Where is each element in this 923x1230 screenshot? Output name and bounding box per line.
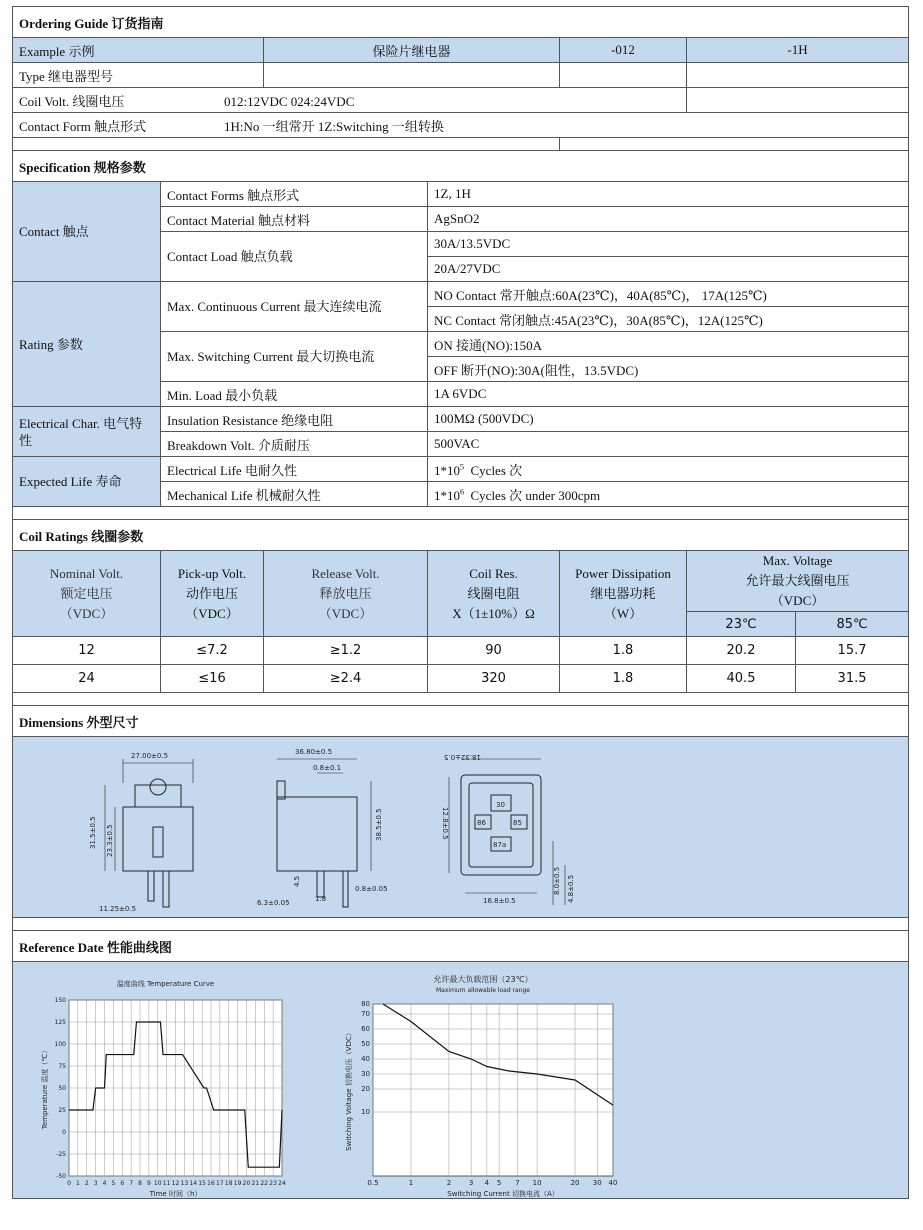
max-switching-on: ON 接通(NO):150A <box>428 332 909 357</box>
x-tick-label: 17 <box>216 1180 224 1187</box>
mechanical-life-label: Mechanical Life 机械耐久性 <box>161 482 428 507</box>
coil-header-nominal: Nominal Volt. 额定电压 （VDC） <box>13 551 161 637</box>
dim-front-body: 23.3±0.5 <box>106 824 114 857</box>
coil-volt-label: Coil Volt. 线圈电压 <box>19 93 125 109</box>
max-continuous-no: NO Contact 常开触点:60A(23℃)，40A(85℃)， 17A(125℃) <box>428 282 909 307</box>
type-label: Type 继电器型号 <box>13 63 264 88</box>
x-tick-label: 15 <box>198 1180 206 1187</box>
gap <box>13 693 909 706</box>
coil-header-max-voltage: Max. Voltage 允许最大线圈电压 （VDC） <box>687 551 909 612</box>
pin-85: 85 <box>513 819 522 827</box>
x-tick-label: 8 <box>138 1180 142 1187</box>
breakdown-label: Breakdown Volt. 介质耐压 <box>161 432 428 457</box>
y-tick-label: 50 <box>58 1085 66 1092</box>
coil-cell: ≥2.4 <box>264 665 428 693</box>
electrical-life-base: 1*10 <box>434 462 460 478</box>
max-continuous-label: Max. Continuous Current 最大连续电流 <box>161 282 428 332</box>
example-label: Example 示例 <box>13 38 264 63</box>
y-tick-label: 150 <box>54 997 66 1004</box>
insulation-label: Insulation Resistance 绝缘电阻 <box>161 407 428 432</box>
coil-cell: 15.7 <box>796 637 909 665</box>
temperature-chart <box>40 979 286 1198</box>
x-tick-label: 2 <box>446 1179 452 1187</box>
contact-load-value2: 20A/27VDC <box>428 257 909 282</box>
coil-cell: 40.5 <box>687 665 796 693</box>
x-tick-label: 2 <box>84 1180 89 1187</box>
electrical-life-label: Electrical Life 电耐久性 <box>161 457 428 482</box>
y-tick-label: -25 <box>56 1151 66 1158</box>
coil-title: Coil Ratings 线圈参数 <box>13 520 909 551</box>
contact-forms-value: 1Z, 1H <box>428 182 909 207</box>
reference-panel <box>13 962 909 1199</box>
y-tick-label: 10 <box>361 1108 370 1116</box>
dim-bottom-r2: 4.8±0.5 <box>567 874 575 903</box>
y-tick-label: 0 <box>62 1129 66 1136</box>
x-tick-label: 1 <box>75 1180 80 1187</box>
chart-title: 允许最大负载范围（23℃） <box>433 975 533 984</box>
contact-group: Contact 触点 <box>13 182 161 282</box>
y-axis-label: Switching Voltage 切换电压（VDC） <box>345 1029 353 1151</box>
y-tick-label: 100 <box>54 1041 66 1048</box>
y-tick-label: 30 <box>361 1070 370 1078</box>
pin-30: 30 <box>496 801 505 809</box>
coil-volt-blank <box>687 88 909 113</box>
y-tick-label: 40 <box>361 1055 370 1063</box>
y-tick-label: -50 <box>56 1173 66 1180</box>
life-group: Expected Life 寿命 <box>13 457 161 507</box>
coil-cell: 12 <box>13 637 161 665</box>
dim-front-height: 31.5±0.5 <box>89 816 97 849</box>
type-blank <box>560 63 687 88</box>
reference-title: Reference Date 性能曲线图 <box>13 931 909 962</box>
gap <box>13 507 909 520</box>
reference-charts <box>13 962 907 1198</box>
x-tick-label: 22 <box>260 1180 269 1187</box>
dim-side-ang: 1.8 <box>315 895 327 903</box>
x-tick-label: 0 <box>67 1180 71 1187</box>
dim-bottom-r1: 8.0±0.5 <box>553 866 561 895</box>
coil-header-85c: 85℃ <box>796 612 909 637</box>
max-switching-off: OFF 断开(NO):30A(阻性，13.5VDC) <box>428 357 909 382</box>
dim-side-pin: 0.8±0.05 <box>355 885 388 893</box>
coil-volt-row <box>13 88 687 113</box>
breakdown-value: 500VAC <box>428 432 909 457</box>
x-tick-label: 7 <box>515 1179 520 1187</box>
coil-volt-value: 012:12VDC 024:24VDC <box>224 93 355 109</box>
x-tick-label: 21 <box>251 1180 260 1187</box>
datasheet <box>12 6 908 1199</box>
min-load-value: 1A 6VDC <box>428 382 909 407</box>
gap <box>560 138 909 151</box>
example-form: -1H <box>687 38 909 63</box>
chart-plot-area <box>373 1004 613 1176</box>
insulation-value: 100MΩ (500VDC) <box>428 407 909 432</box>
dim-front-bottom: 11.25±0.5 <box>99 905 137 913</box>
coil-cell: 24 <box>13 665 161 693</box>
pin-86: 86 <box>477 819 486 827</box>
electrical-life-exp: 5 <box>460 462 464 472</box>
chart-title: 温度曲线 Temperature Curve <box>116 980 215 988</box>
contact-load-label: Contact Load 触点负载 <box>161 232 428 282</box>
y-tick-label: 80 <box>361 1000 370 1008</box>
dim-side-height: 38.5±0.5 <box>375 808 383 841</box>
max-continuous-nc: NC Contact 常闭触点:45A(23℃)，30A(85℃)，12A(125℃) <box>428 307 909 332</box>
y-axis-label: Temperature 温度（℃） <box>41 1046 49 1130</box>
x-tick-label: 30 <box>592 1179 602 1187</box>
contact-form-value: 1H:No 一组常开 1Z:Switching 一组转换 <box>224 118 444 134</box>
x-tick-label: 14 <box>189 1180 198 1187</box>
electrical-group: Electrical Char. 电气特性 <box>13 407 161 457</box>
x-tick-label: 20 <box>242 1180 251 1187</box>
coil-header-release: Release Volt. 释放电压 （VDC） <box>264 551 428 637</box>
coil-cell: ≤16 <box>161 665 264 693</box>
dim-front-width: 27.00±0.5 <box>131 752 169 760</box>
dim-side-base: 6.3±0.05 <box>257 899 290 907</box>
coil-header-resistance: Coil Res. 线圈电阻 X（1±10%）Ω <box>428 551 560 637</box>
x-tick-label: 6 <box>120 1180 125 1187</box>
coil-cell: ≤7.2 <box>161 637 264 665</box>
x-tick-label: 0.5 <box>367 1179 379 1187</box>
dimensions-drawing <box>13 737 907 917</box>
coil-cell: ≥1.2 <box>264 637 428 665</box>
dimensions-panel <box>13 737 909 918</box>
coil-cell: 1.8 <box>560 637 687 665</box>
gap <box>13 918 909 931</box>
electrical-life-value <box>428 457 909 482</box>
x-tick-label: 20 <box>570 1179 580 1187</box>
coil-header-pickup: Pick-up Volt. 动作电压 （VDC） <box>161 551 264 637</box>
type-blank2 <box>687 63 909 88</box>
x-tick-label: 5 <box>111 1180 116 1187</box>
coil-cell: 1.8 <box>560 665 687 693</box>
x-tick-label: 40 <box>608 1179 618 1187</box>
x-tick-label: 19 <box>233 1180 242 1187</box>
gap <box>13 138 560 151</box>
mechanical-life-value <box>428 482 909 507</box>
pin-87a: 87a <box>493 841 507 849</box>
example-coil: -012 <box>560 38 687 63</box>
y-tick-label: 125 <box>54 1019 66 1026</box>
coil-cell: 320 <box>428 665 560 693</box>
spec-title: Specification 规格参数 <box>13 151 909 182</box>
x-tick-label: 16 <box>207 1180 215 1187</box>
x-tick-label: 3 <box>468 1179 474 1187</box>
dim-side-width: 36.80±0.5 <box>295 748 333 756</box>
contact-form-row <box>13 113 909 138</box>
mechanical-life-base: 1*10 <box>434 487 460 503</box>
chart-subtitle: Maximum allowable load range <box>436 987 530 994</box>
dim-side-h: 4.5 <box>293 875 301 887</box>
max-switching-label: Max. Switching Current 最大切换电流 <box>161 332 428 382</box>
min-load-label: Min. Load 最小负载 <box>161 382 428 407</box>
x-tick-label: 4 <box>102 1180 107 1187</box>
x-tick-label: 18 <box>224 1180 233 1187</box>
electrical-life-unit: Cycles 次 <box>464 462 523 478</box>
x-tick-label: 13 <box>180 1180 189 1187</box>
x-tick-label: 1 <box>408 1179 414 1187</box>
x-tick-label: 10 <box>153 1180 162 1187</box>
x-tick-label: 5 <box>496 1179 502 1187</box>
x-tick-label: 10 <box>532 1179 542 1187</box>
y-tick-label: 20 <box>361 1085 370 1093</box>
x-tick-label: 9 <box>146 1180 151 1187</box>
x-tick-label: 24 <box>278 1180 286 1187</box>
y-tick-label: 75 <box>58 1063 66 1070</box>
dim-bottom-left: 12.8±0.5 <box>441 807 449 840</box>
example-part: 保险片继电器 <box>264 38 560 63</box>
contact-load-value1: 30A/13.5VDC <box>428 232 909 257</box>
x-tick-label: 23 <box>269 1180 277 1187</box>
y-tick-label: 25 <box>58 1107 66 1114</box>
dim-bottom-bottom: 16.8±0.5 <box>483 897 516 905</box>
contact-forms-label: Contact Forms 触点形式 <box>161 182 428 207</box>
x-axis-label: Switching Current 切换电流（A） <box>447 1190 559 1198</box>
x-tick-label: 4 <box>484 1179 490 1187</box>
coil-header-23c: 23℃ <box>687 612 796 637</box>
y-tick-label: 50 <box>361 1040 370 1048</box>
x-tick-label: 7 <box>129 1180 134 1187</box>
rating-group: Rating 参数 <box>13 282 161 407</box>
coil-cell: 20.2 <box>687 637 796 665</box>
mechanical-life-exp: 6 <box>460 487 464 497</box>
dimensions-title: Dimensions 外型尺寸 <box>13 706 909 737</box>
contact-material-label: Contact Material 触点材料 <box>161 207 428 232</box>
y-tick-label: 70 <box>361 1010 370 1018</box>
coil-header-power: Power Dissipation 继电器功耗 （W） <box>560 551 687 637</box>
load-range-chart <box>344 974 617 1198</box>
contact-form-label: Contact Form 触点形式 <box>19 118 147 134</box>
dim-bottom-top: 18.32±0.5 <box>443 753 481 761</box>
x-tick-label: 12 <box>171 1180 180 1187</box>
type-value <box>264 63 560 88</box>
coil-cell: 31.5 <box>796 665 909 693</box>
ordering-title: Ordering Guide 订货指南 <box>13 7 909 38</box>
datasheet-table <box>12 6 909 1199</box>
x-tick-label: 11 <box>162 1180 171 1187</box>
coil-cell: 90 <box>428 637 560 665</box>
mechanical-life-unit: Cycles 次 under 300cpm <box>464 487 601 503</box>
dim-side-small: 0.8±0.1 <box>313 764 342 772</box>
y-tick-label: 60 <box>361 1025 370 1033</box>
contact-material-value: AgSnO2 <box>428 207 909 232</box>
x-axis-label: Time 时间（h） <box>149 1190 202 1198</box>
x-tick-label: 3 <box>93 1180 98 1187</box>
